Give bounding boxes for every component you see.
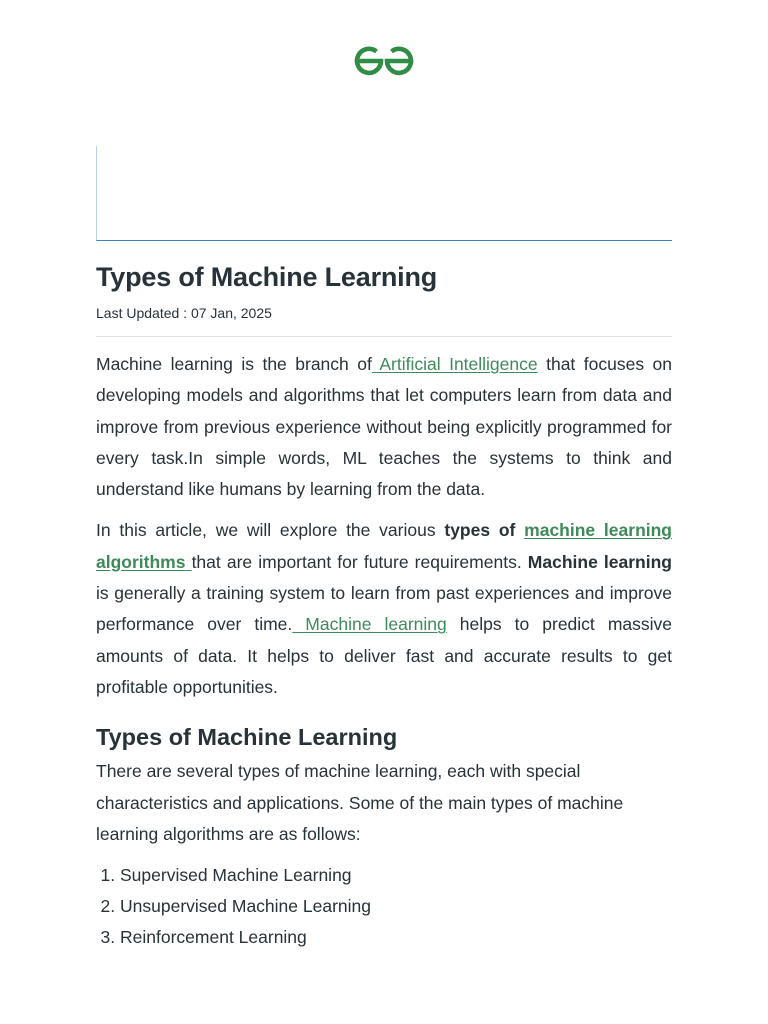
- article-content: [96, 258, 672, 953]
- types-list: [96, 860, 672, 953]
- divider: [96, 336, 672, 337]
- machine-learning-bold: Machine learning: [527, 551, 672, 572]
- site-header: [0, 44, 768, 78]
- section-intro: There are several types of machine learning, each with special characteristics and applications. Some of the main types of machine learning algorithms are as follows:: [96, 761, 624, 844]
- overview-paragraph: [96, 515, 672, 703]
- types-of-bold: types of: [444, 520, 525, 541]
- overview-text-training: is generally a training system to learn from past experiences and improve performance over time.: [96, 583, 672, 635]
- machine-learning-algorithms-link[interactable]: machine learning algorithms: [96, 520, 672, 572]
- overview-text-continued: that are important for future requirements.: [191, 551, 528, 572]
- intro-text-continued: that focuses on developing models and algorithms that let computers learn from data and improve from previous experience without being explicitly programmed for every task.In simple words, ML teaches the systems to think and understand like humans by learning from the data.: [96, 354, 672, 500]
- section-heading: Types of Machine Learning: [96, 724, 398, 751]
- gfg-logo-icon[interactable]: [353, 44, 415, 78]
- article-title: Types of Machine Learning: [96, 262, 438, 292]
- overview-text-end: helps to predict massive amounts of data. It helps to deliver fast and accurate results to get profitable opportunities.: [96, 614, 672, 697]
- list-item: 2. Unsupervised Machine Learning: [120, 891, 672, 922]
- intro-text: Machine learning is the branch of: [96, 354, 372, 374]
- list-item: 1. Supervised Machine Learning: [120, 860, 672, 891]
- list-item: 3. Reinforcement Learning: [120, 922, 672, 953]
- ad-placeholder: [96, 146, 672, 241]
- overview-text: In this article, we will explore the various: [96, 520, 445, 541]
- last-updated-date: Last Updated : 07 Jan, 2025: [96, 305, 272, 321]
- artificial-intelligence-link[interactable]: Artificial Intelligence: [371, 354, 538, 374]
- machine-learning-link[interactable]: Machine learning: [292, 614, 447, 635]
- intro-paragraph: [96, 349, 672, 505]
